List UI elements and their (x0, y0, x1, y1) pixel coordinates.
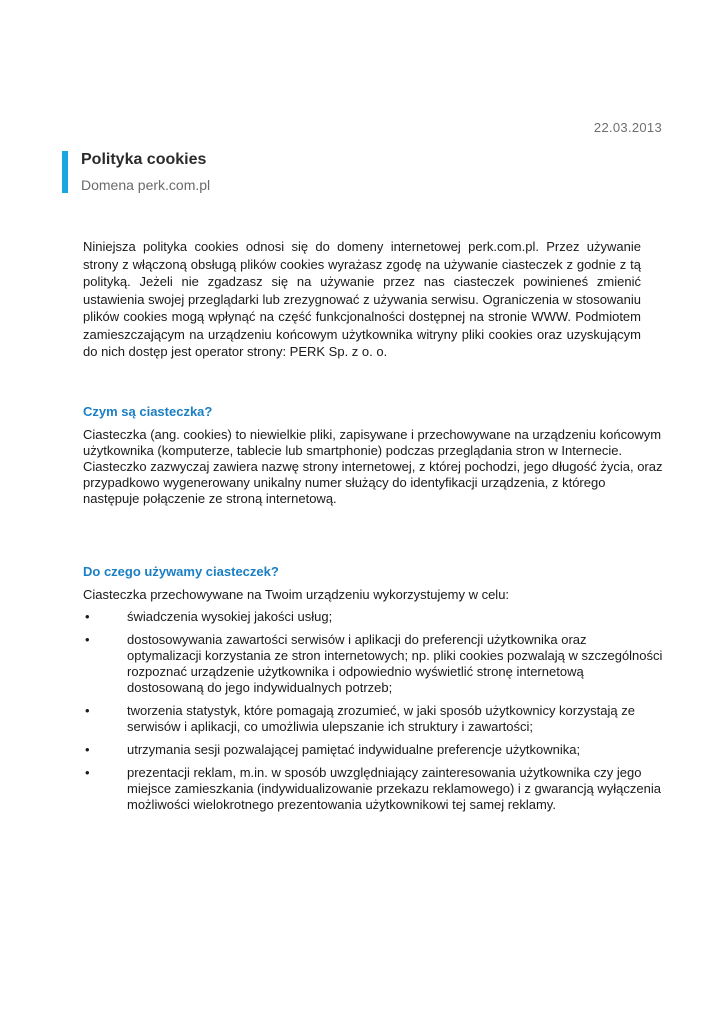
usage-list (83, 609, 663, 813)
section-cookie-usage (83, 564, 663, 820)
bullet-icon: • (85, 632, 90, 647)
title-accent-bar (62, 151, 68, 193)
list-item-text: utrzymania sesji pozwalającej pamiętać indywidualne preferencje użytkownika; (127, 742, 581, 757)
bullet-icon: • (85, 742, 90, 757)
list-item-text: prezentacji reklam, m.in. w sposób uwzględniający zainteresowania użytkownika czy jego miejsce zamieszkania (indywidualizowanie przekazu reklamowego) i z gwarancją wyłączenia możliwości wielokrotnego prezentowania użytkownikowi tej samej reklamy. (127, 765, 661, 812)
list-item-text: tworzenia statystyk, które pomagają zrozumieć, w jaki sposób użytkownicy korzystają ze serwisów i aplikacji, co umożliwia ulepszanie ich struktury i zawartości; (127, 703, 635, 734)
page-subtitle: Domena perk.com.pl (81, 177, 211, 193)
section-what-are-cookies (83, 404, 663, 507)
intro-paragraph: Niniejsza polityka cookies odnosi się do domeny internetowej perk.com.pl. Przez używanie strony z włączoną obsługą plików cookies wyrażasz zgodę na używanie ciasteczek z godnie z tą polityką. Jeżeli nie zgadzasz się na używanie przez nas ciasteczek powinieneś zmienić ustawienia swojej przeglądarki lub zrezygnować z używania serwisu. Ograniczenia w stosowaniu plików cookies mogą wpłynąć na część funkcjonalności dostępnej na stronie WWW. Podmiotem zamieszczającym na urządzeniu końcowym użytkownika witryny pliki cookies oraz uzyskującym do nich dostęp jest operator strony: PERK Sp. z o. o. (83, 239, 641, 359)
section-intro: Ciasteczka przechowywane na Twoim urządzeniu wykorzystujemy w celu: (83, 587, 510, 602)
bullet-icon: • (85, 609, 90, 624)
list-item-text: dostosowywania zawartości serwisów i aplikacji do preferencji użytkownika oraz optymalizacji korzystania ze stron internetowych; np. pliki cookies pozwalają w szczególności rozpoznać urządzenie użytkownika i odpowiednio wyświetlić stronę internetową dostosowaną do jego indywidualnych potrzeb; (127, 632, 663, 695)
list-item (83, 632, 663, 696)
list-item-text: świadczenia wysokiej jakości usług; (127, 609, 333, 624)
bullet-icon: • (85, 703, 90, 718)
page-title: Polityka cookies (81, 151, 207, 168)
list-item (83, 703, 663, 735)
list-item (83, 742, 663, 758)
bullet-icon: • (85, 765, 90, 780)
section-paragraph: Ciasteczka (ang. cookies) to niewielkie pliki, zapisywane i przechowywane na urządzeniu końcowym użytkownika (komputerze, tablecie lub smartphonie) podczas przeglądania stron w Internecie. Ciasteczko zazwyczaj zawiera nazwę strony internetowej, z której pochodzi, jego długość życia, oraz przypadkowo wygenerowany unikalny numer służący do identyfikacji urządzenia, z którego następuje połączenie ze stroną internetową. (83, 427, 663, 506)
section-heading: Do czego używamy ciasteczek? (83, 564, 279, 579)
list-item (83, 609, 663, 625)
list-item (83, 765, 663, 813)
section-heading: Czym są ciasteczka? (83, 404, 213, 419)
document-date: 22.03.2013 (593, 120, 662, 135)
